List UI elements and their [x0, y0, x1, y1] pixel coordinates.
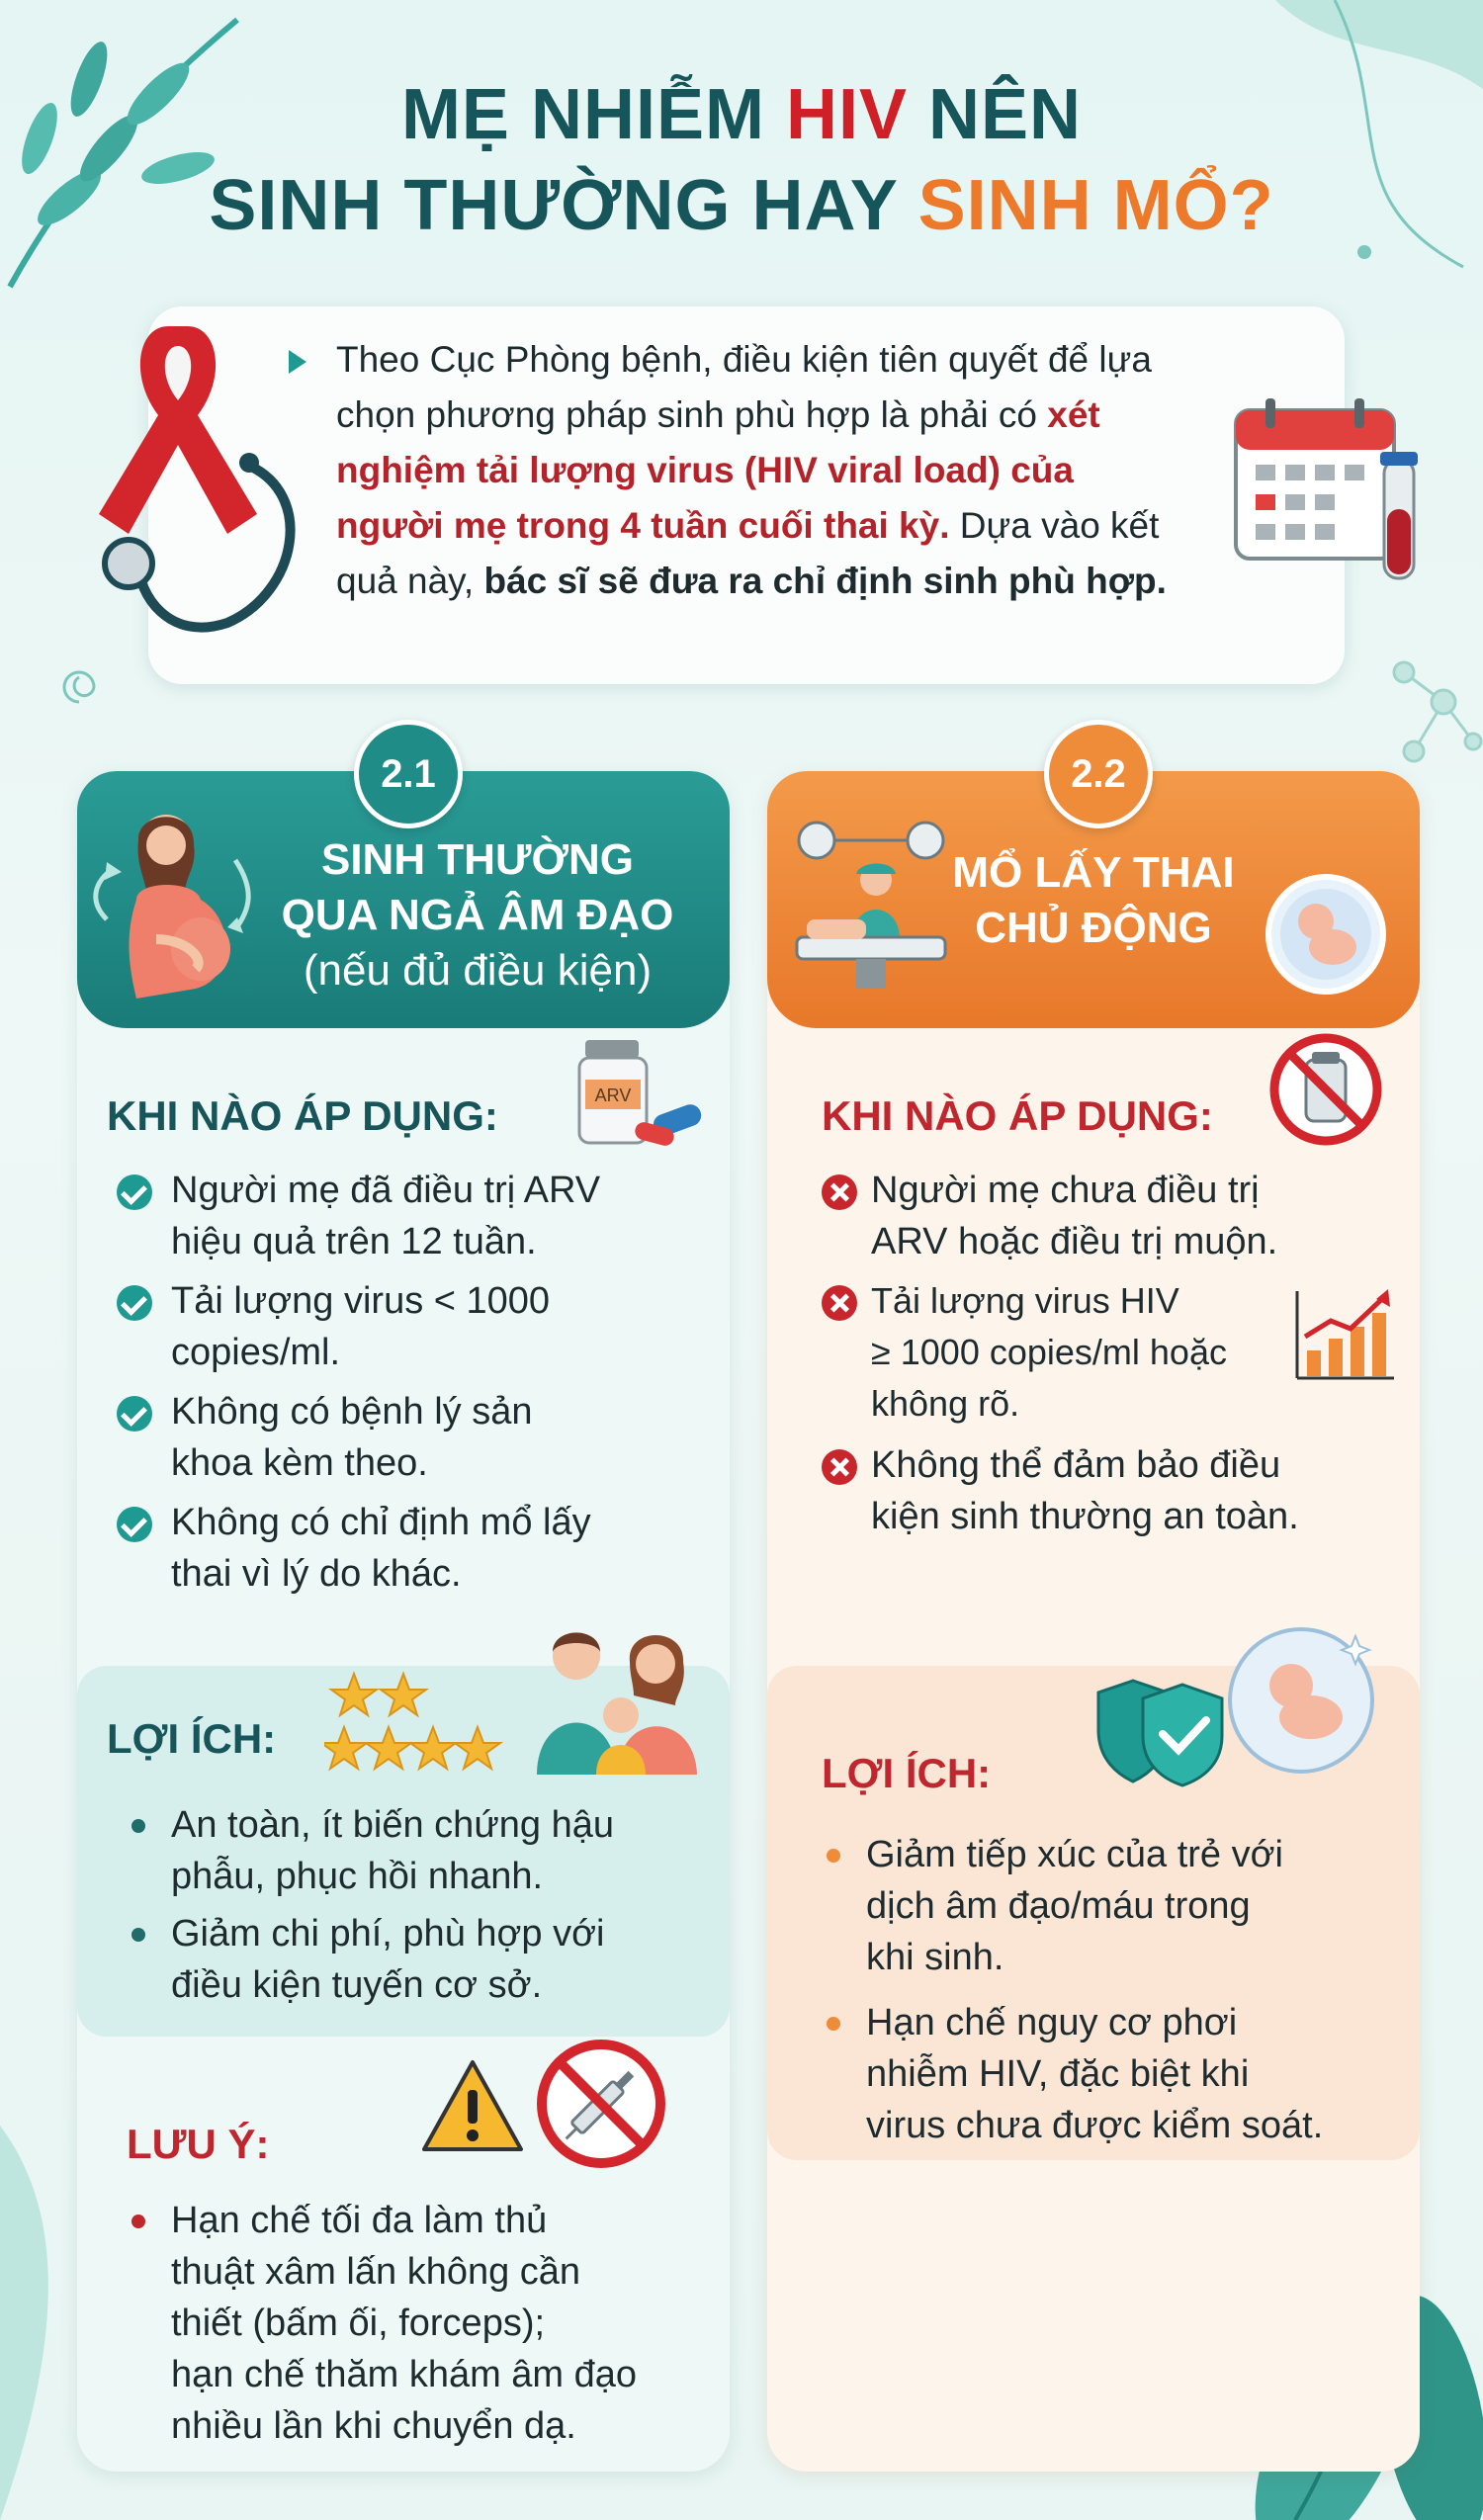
page-title	[0, 69, 1483, 251]
warning-icon	[418, 2056, 527, 2155]
left-note-title: LƯU Ý:	[127, 2121, 270, 2167]
section-badge-2-2: 2.2	[1044, 720, 1153, 828]
stars-rating-icon	[324, 1666, 522, 1775]
right-benefit-title: LỢI ÍCH:	[822, 1750, 992, 1796]
x-icon	[822, 1449, 857, 1485]
x-icon	[822, 1174, 857, 1210]
leaf-decoration-bottom-left	[0, 2126, 79, 2520]
list-item-text: Không có bệnh lý sản khoa kèm theo.	[171, 1391, 533, 1484]
list-item-text: Giảm chi phí, phù hợp với điều kiện tuyến cơ sở.	[171, 1913, 605, 2006]
section-badge-2-1: 2.1	[354, 720, 463, 828]
intro-card	[148, 306, 1345, 684]
vaginal-birth-title: SINH THƯỜNG QUA NGẢ ÂM ĐẠO (nếu đủ điều kiện)	[281, 835, 674, 995]
list-item-text: Không có chỉ định mổ lấy thai vì lý do khác.	[171, 1502, 591, 1595]
bullet-dot-icon	[131, 1819, 145, 1833]
left-benefit-panel	[77, 1666, 730, 2037]
molecule-decoration-right	[1374, 652, 1483, 791]
check-icon	[117, 1174, 152, 1210]
rising-chart-icon	[1291, 1285, 1400, 1384]
list-item-text: Tải lượng virus HIV ≥ 1000 copies/ml hoặc không rõ.	[871, 1280, 1227, 1424]
list-item-text: Tải lượng virus < 1000 copies/ml.	[171, 1280, 551, 1373]
csection-title: MỔ LẤY THAI CHỦ ĐỘNG	[952, 848, 1235, 952]
check-icon	[117, 1507, 152, 1542]
title-highlight-hiv: HIV	[785, 75, 908, 154]
check-icon	[117, 1285, 152, 1321]
x-icon	[822, 1285, 857, 1321]
bullet-dot-icon	[131, 1928, 145, 1942]
vaginal-birth-column	[77, 751, 730, 2472]
surgery-room-icon	[787, 811, 955, 999]
bullet-dot-icon	[827, 2017, 840, 2031]
list-item-text: Không thể đảm bảo điều kiện sinh thường an toàn.	[871, 1444, 1299, 1537]
list-item-text: Giảm tiếp xúc của trẻ với dịch âm đạo/máu trong khi sinh.	[866, 1834, 1283, 1978]
title-highlight-csection: SINH MỔ?	[917, 166, 1274, 245]
list-item-text: Người mẹ chưa điều trị ARV hoặc điều trị muộn.	[871, 1170, 1278, 1262]
left-benefit-title: LỢI ÍCH:	[107, 1715, 277, 1762]
list-item-text: Hạn chế nguy cơ phơi nhiễm HIV, đặc biệt khi virus chưa được kiểm soát.	[866, 2002, 1324, 2146]
right-benefit-panel	[767, 1666, 1420, 2160]
csection-column	[767, 751, 1420, 2472]
intro-highlight: xét nghiệm tải lượng virus (HIV viral load) của người mẹ trong 4 tuần cuối thai kỳ.	[336, 394, 1100, 546]
pregnant-woman-icon	[87, 801, 255, 1018]
check-icon	[117, 1396, 152, 1432]
intro-text: Theo Cục Phòng bệnh, điều kiện tiên quyết để lựa chọn phương pháp sinh phù hợp là phải có xét nghiệm tải lượng virus (HIV viral load) của người mẹ trong 4 tuần cuối thai kỳ. Dựa vào kết quả này, bác sĩ sẽ đưa ra chỉ định sinh phù hợp.	[336, 339, 1167, 601]
baby-in-womb-icon	[1262, 870, 1390, 999]
intro-bold: bác sĩ sẽ đưa ra chỉ định sinh phù hợp.	[483, 561, 1167, 601]
calendar-test-tube-icon	[1226, 391, 1424, 588]
family-icon	[527, 1616, 715, 1775]
arv-bottle-label: ARV	[594, 1086, 632, 1105]
bullet-dot-icon	[131, 2215, 145, 2228]
left-when-title: KHI NÀO ÁP DỤNG:	[107, 1092, 498, 1139]
list-item-text: Người mẹ đã điều trị ARV hiệu quả trên 12 tuần.	[171, 1170, 601, 1262]
no-invasive-procedure-icon	[532, 2035, 670, 2173]
baby-bubble-icon	[1217, 1616, 1385, 1784]
title-line-2: SINH THƯỜNG HAY SINH MỔ?	[209, 166, 1274, 245]
left-note-text: Hạn chế tối đa làm thủ thuật xâm lấn không cần thiết (bấm ối, forceps); hạn chế thăm khám âm đạo nhiều lần khi chuyển dạ.	[171, 2200, 638, 2447]
no-arv-icon	[1266, 1030, 1385, 1149]
red-ribbon-stethoscope-icon	[79, 297, 316, 672]
shield-check-icon	[1093, 1671, 1232, 1789]
title-line-1: MẸ NHIỄM HIV NÊN	[400, 75, 1083, 154]
right-when-title: KHI NÀO ÁP DỤNG:	[822, 1092, 1213, 1139]
bullet-dot-icon	[827, 1849, 840, 1863]
list-item-text: An toàn, ít biến chứng hậu phẫu, phục hồi nhanh.	[171, 1804, 614, 1897]
arv-medicine-icon	[573, 1034, 712, 1153]
